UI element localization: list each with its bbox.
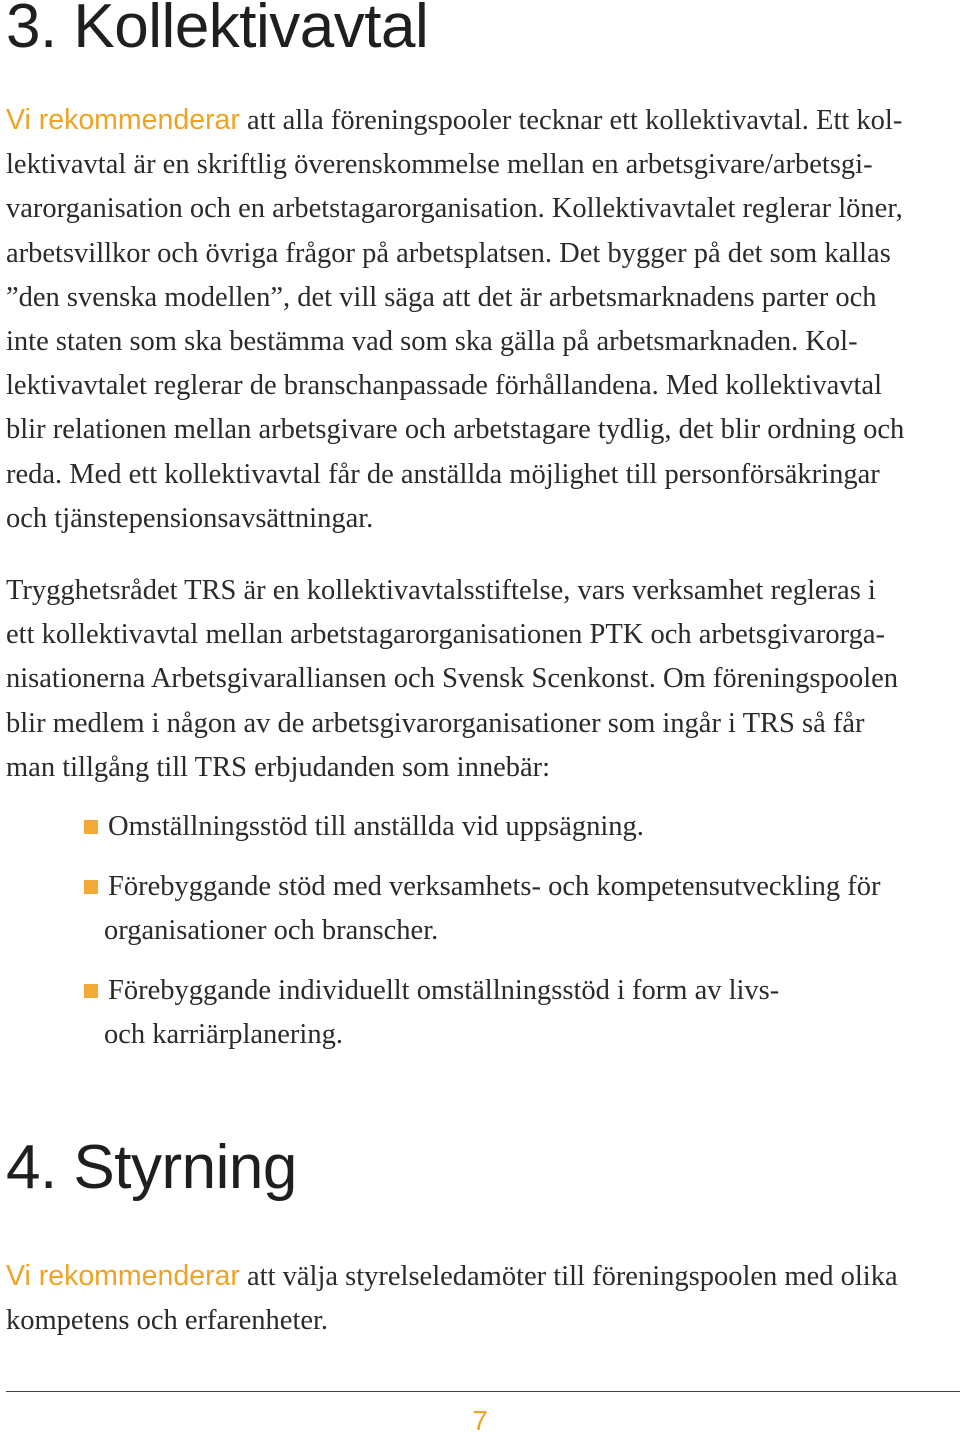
text-line: kompetens och erfarenheter. — [6, 1305, 329, 1337]
text-line: arbetsvillkor och övriga frågor på arbetsplatsen. Det bygger på det som kallas — [6, 237, 891, 269]
footer-divider — [6, 1391, 960, 1392]
text-line: lektivavtalet reglerar de branschanpassade förhållandena. Med kollektivavtal — [6, 370, 882, 402]
list-item — [84, 805, 644, 849]
text-line: lektivavtal är en skriftlig överenskommelse mellan en arbetsgivare/arbetsgi- — [6, 149, 873, 181]
text-line: nisationerna Arbetsgivaralliansen och Svensk Scenkonst. Om föreningspoolen — [6, 663, 899, 695]
square-bullet-icon — [84, 820, 98, 834]
text-line: ”den svenska modellen”, det vill säga att det är arbetsmarknadens parter och — [6, 281, 877, 313]
list-item-text: Omställningsstöd till anställda vid uppsägning. — [108, 811, 644, 842]
text-line: Trygghetsrådet TRS är en kollektivavtalsstiftelse, vars verksamhet regleras i — [6, 575, 876, 606]
text-line — [84, 805, 644, 849]
text-line: varorganisation och en arbetstagarorganisation. Kollektivavtalet reglerar löner, — [6, 193, 903, 225]
list-item — [84, 865, 880, 953]
text-line — [6, 98, 958, 143]
list-item-text: Förebyggande individuellt omställningsstöd i form av livs- — [108, 975, 780, 1006]
section-4-paragraph-1 — [6, 1254, 958, 1343]
text-line: och tjänstepensionsavsättningar. — [6, 502, 374, 534]
list-item-text: Förebyggande stöd med verksamhets- och kompetensutveckling för — [108, 871, 881, 902]
list-item — [84, 969, 779, 1057]
square-bullet-icon — [84, 880, 98, 894]
section-4-heading: 4. Styrning — [6, 1133, 297, 1202]
text-line: man tillgång till TRS erbjudanden som innebär: — [6, 751, 551, 783]
text-line: ett kollektivavtal mellan arbetstagarorganisationen PTK och arbetsgivarorga- — [6, 619, 885, 651]
list-item-text: organisationer och branscher. — [104, 915, 439, 946]
text-line: inte staten som ska bestämma vad som ska gälla på arbetsmarknaden. Kol- — [6, 326, 858, 358]
text-line: reda. Med ett kollektivavtal får de anställda möjlighet till personförsäkringar — [6, 458, 880, 490]
text-line — [84, 969, 779, 1013]
text-line — [6, 1254, 958, 1299]
text-line — [84, 865, 880, 909]
section-3-paragraph-2 — [6, 569, 958, 790]
recommendation-label: Vi rekommenderar — [6, 104, 240, 136]
page-number: 7 — [472, 1405, 488, 1436]
text-fragment: att alla föreningspooler tecknar ett kollektivavtal. Ett kol- — [239, 105, 903, 136]
section-3-paragraph-1 — [6, 98, 958, 541]
section-3-heading: 3. Kollektivavtal — [6, 0, 429, 61]
recommendation-label: Vi rekommenderar — [6, 1260, 240, 1292]
list-item-text: och karriärplanering. — [104, 1019, 343, 1050]
text-line: blir medlem i någon av de arbetsgivarorganisationer som ingår i TRS så får — [6, 707, 865, 739]
text-fragment: att välja styrelseledamöter till föreningspoolen med olika — [239, 1261, 898, 1292]
text-line: blir relationen mellan arbetsgivare och arbetstagare tydlig, det blir ordning och — [6, 414, 905, 446]
square-bullet-icon — [84, 984, 98, 998]
